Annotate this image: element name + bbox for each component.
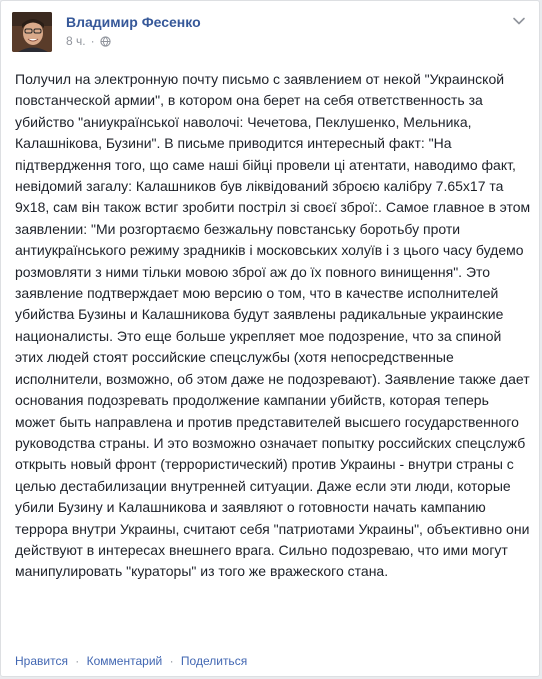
actions-separator: ·	[169, 654, 174, 668]
post-actions	[15, 654, 247, 668]
post-meta	[66, 34, 111, 48]
post-text: Получил на электронную почту письмо с заявлением от некой "Украинской повстанческой армии", в котором она берет на себя ответственность за убийство "аниукраїнської наволочі: Чечетова, Пеклушенко, Мельника, Калашнікова, Бузини". В письме приводится интересный факт: "На підтвердження того, що саме наші бійці провели ці атентати, наводимо факт, невідомий загалу: Калашников був ліквідований зброєю калібру 7.65х17 та 9х18, сам він також встиг зробити постріл зі своєї зброї:. Самое главное в этом заявлении: "Ми розгортаємо безжальну повстанську боротьбу проти антиукраїнського режиму зрадників і московських холуїв і з цього часу будемо розмовляти з ними тільки мовою зброї аж до їх повного винищення". Это заявление подтверждает мою версию о том, что в качестве исполнителей убийства Бузины и Калашникова будут заявлены радикальные украинские националисты. Это еще больше укрепляет мое подозрение, что за спиной этих людей стоят российские спецслужбы (хотя непосредственные исполнители, возможно, об этом даже не подозревают). Заявление также дает основания подозревать продолжение кампании убийств, которая теперь может быть направлена и против представителей высшего государственного руководства страны. И это возможно означает попытку российских спецслужб открыть новый фронт (террористический) против Украины - внутри страны с целью дестабилизации внутренней ситуации. Даже если эти люди, которые убили Бузину и Калашникова и заявляют о готовности начать кампанию террора внутри Украины, считают себя "патриотами Украины", объективно они действуют в интересах внешнего врага. Сильно подозреваю, что ими могут манипулировать "кураторы" из того же вражеского стана.	[15, 71, 531, 580]
author-name[interactable]: Владимир Фесенко	[66, 14, 201, 30]
like-button[interactable]: Нравится	[15, 654, 68, 668]
chevron-down-icon[interactable]	[511, 13, 527, 29]
avatar[interactable]	[12, 12, 52, 52]
meta-separator: ·	[90, 34, 95, 48]
actions-separator: ·	[75, 654, 80, 668]
avatar-photo	[12, 12, 52, 52]
globe-icon[interactable]	[100, 36, 111, 47]
post-timestamp[interactable]: 8 ч.	[66, 34, 86, 48]
share-button[interactable]: Поделиться	[180, 654, 248, 668]
comment-button[interactable]: Комментарий	[86, 654, 163, 668]
